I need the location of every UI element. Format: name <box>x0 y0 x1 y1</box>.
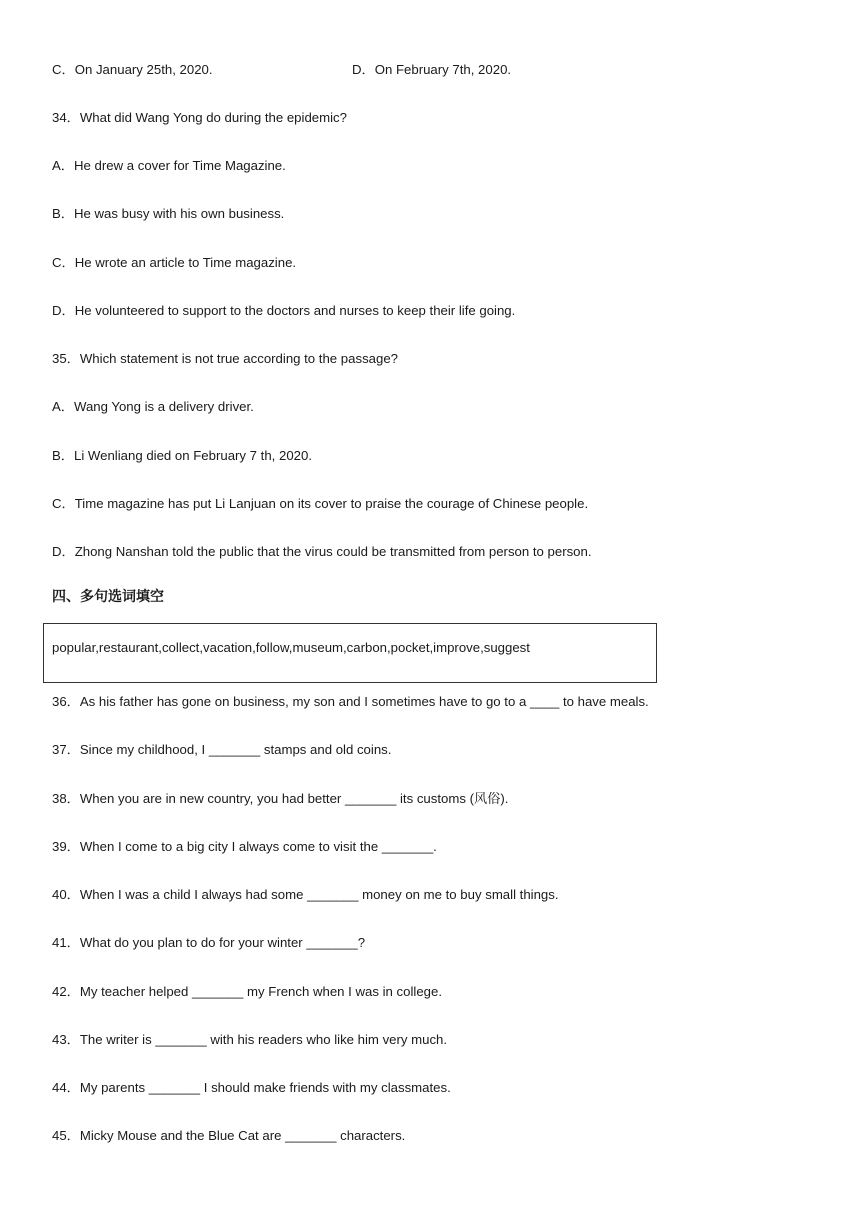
section-heading: 四、多句选词填空 <box>52 588 164 604</box>
word-bank-text: popular,restaurant,collect,vacation,follow,museum,carbon,pocket,improve,suggest <box>52 640 530 655</box>
question-42: 42．My teacher helped _______ my French when I was in college. <box>52 984 442 999</box>
word-bank-box <box>43 623 657 683</box>
q35-option-d: D．Zhong Nanshan told the public that the virus could be transmitted from person to person. <box>52 544 592 559</box>
question-38: 38．When you are in new country, you had better _______ its customs (风俗). <box>52 791 509 806</box>
q33-option-c: C．On January 25th, 2020. <box>52 62 213 77</box>
q34-stem: 34．What did Wang Yong do during the epidemic? <box>52 110 347 125</box>
question-36: 36．As his father has gone on business, my son and I sometimes have to go to a ____ to have meals. <box>52 694 649 709</box>
question-37: 37．Since my childhood, I _______ stamps and old coins. <box>52 742 392 757</box>
question-43: 43．The writer is _______ with his readers who like him very much. <box>52 1032 448 1047</box>
question-45: 45．Micky Mouse and the Blue Cat are _______ characters. <box>52 1128 406 1143</box>
q34-option-c: C．He wrote an article to Time magazine. <box>52 255 297 270</box>
question-44: 44．My parents _______ I should make friends with my classmates. <box>52 1080 451 1095</box>
q35-option-a: A．Wang Yong is a delivery driver. <box>52 399 254 414</box>
question-39: 39．When I come to a big city I always come to visit the _______. <box>52 839 437 854</box>
q33-option-d: D．On February 7th, 2020. <box>352 62 512 77</box>
q35-option-b: B．Li Wenliang died on February 7 th, 2020. <box>52 448 313 463</box>
q34-option-a: A．He drew a cover for Time Magazine. <box>52 158 286 173</box>
question-41: 41．What do you plan to do for your winter _______? <box>52 935 366 950</box>
q34-option-d: D．He volunteered to support to the doctors and nurses to keep their life going. <box>52 303 516 318</box>
q34-option-b: B．He was busy with his own business. <box>52 206 285 221</box>
question-40: 40．When I was a child I always had some _______ money on me to buy small things. <box>52 887 559 902</box>
q35-option-c: C．Time magazine has put Li Lanjuan on its cover to praise the courage of Chinese people. <box>52 496 589 511</box>
q35-stem: 35．Which statement is not true according to the passage? <box>52 351 398 366</box>
